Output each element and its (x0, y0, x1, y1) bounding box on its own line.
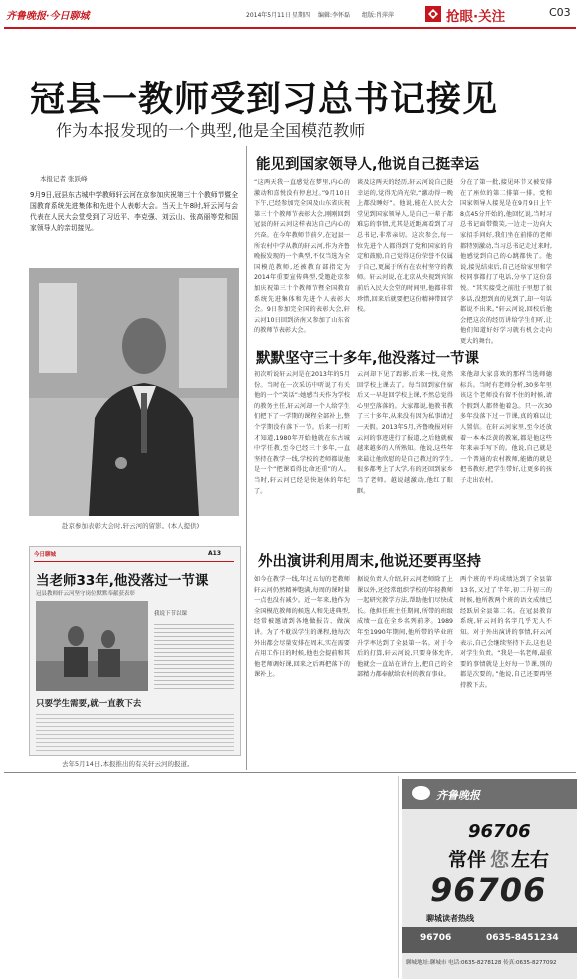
ad-logo-icon (412, 786, 430, 800)
section-2-col-3: 来他却大家喜欢的那样当选师德标兵。当时有老师分析,30多年里该这个老师没有留不住的时候,请个假到人都替他着急。只一次30多年没落下过一节课,真的难以让人置信。在轩云河家里,至今还放着一本本泛黄的教案,都是他这些年来亲手写下的。他说,自己就是一个普通的农村教师,能做的就是把书教好,把学生带好,让更多的孩子走出农村。 (460, 371, 552, 484)
header-designer: 组版:肖萍萍 (362, 12, 395, 19)
clipping-text-block (154, 621, 234, 691)
ad-footer-hotline: 96706 (420, 933, 452, 943)
clipping-image (29, 546, 241, 756)
headline: 冠县一教师受到习总书记接见 (30, 80, 499, 120)
section-3-col-2: 据说负责人介绍,轩云河老师除了上课以外,还经常组织学校的年轻教师一起研究教学方法,帮助他们尽快成长。他担任班主任期间,所带的班级成绩一直在全乡名列前茅。1989年至1990年期间,他所带的毕业班升学率达到了全县第一名。对于今后的打算,轩云河说,只要身体允许,他就会一直站在讲台上,把自己的全部精力都奉献给农村的教育事业。 (357, 576, 453, 679)
header-rule (4, 27, 576, 29)
clipping-caption-1: 我说下节以课 (154, 611, 188, 617)
section-1-heading: 能见到国家领导人,他说自己挺幸运 (256, 157, 480, 173)
clipping-photo (36, 601, 148, 691)
clipping-masthead: 今日聊城 (34, 552, 57, 558)
portrait-photo (29, 268, 239, 516)
byline: 本报记者 张跃峰 (40, 175, 88, 183)
ad-divider (398, 776, 399, 978)
header-date: 2014年5月11日 (246, 12, 291, 19)
bottom-rule (4, 772, 576, 773)
section-3-heading: 外出演讲利用周末,他说还要再坚持 (258, 554, 482, 570)
section-3-col-1: 如今在教学一线,年过五旬的老教师轩云河仍然精神饱满,每周的课时量一点也没有减少。近一年来,他作为全国模范教师的候选人和先进典型,经常被邀请到各地做报告、做演讲。为了不耽误学生的课程,他每次外出都会尽量安排在周末,实在需要占用工作日的时候,他也会提前和其他老师调好课,回来之后再把落下的课补上。 (254, 576, 350, 679)
ad-slogan-right: 左右 (511, 849, 550, 871)
ad-number: 96706 (468, 821, 531, 842)
clipping-body-lines (36, 711, 234, 751)
clipping-caption-2: 只要学生需要,就一直教下去 (36, 699, 142, 709)
page-header (0, 0, 580, 30)
header-weekday: 星期四 (292, 12, 311, 19)
section-title: 抢眼·关注 (446, 9, 506, 25)
section-icon (425, 6, 441, 22)
ad-brand: 齐鲁晚报 (436, 789, 480, 802)
masthead: 齐鲁晚报·今日聊城 (6, 11, 90, 22)
clipping-subline: 冠县教师轩云河坚守岗位默默奉献获表彰 (36, 591, 136, 597)
section-1-col-3: 分在了第一批,接见环节又被安排在了座位的第二排第一排。党和国家领导人接见是在9月9日上午8点45分开始的,他回忆说,当时习总书记面带微笑,一边走一边向大家招手问好,我们坐在前排的老师都特别激动,当习总书记走过来时,他感觉到自己的心跳都快了。他说,接见结束后,自己还给家里和学校同事都打了电话,分享了这份喜悦。“其实接受之前肚子里想了很多话,没想到真的见到了,却一句话都说不出来。”轩云河说,回校后他会把这次的经历讲给学生们听,让他们知道好好学习就有机会走向更大的舞台。 (460, 179, 552, 345)
page-number: C03 (549, 6, 571, 19)
clipping-caption: 去年5月14日,本报推出的有关轩云河的报道。 (62, 760, 194, 768)
section-2-col-1: 初次听说轩云河是在2013年的5月份。当时在一次采访中听说了有关他的一个“笑话”:她感当天作为学校的教务主任,轩云河却一个人给学生们把下了一学期的课程全部补上,整个学期没有落下一节。后来一打听才知道,1980年开始他就在东古城中学任教,至今已经三十多年,一直坚持在教学一线,学校的老师都说他是一个“把课看得比命还重”的人。当时,轩云河已经是快退休的年纪了。 (254, 371, 350, 495)
lead-paragraph: 9月9日,冠县东古城中学教师轩云河在京参加庆祝第三十个教师节暨全国教育系统先进集体和先进个人表彰大会。当天上午8时,轩云河与会代表在人民大会堂受到了习近平、李克强、刘云山、张高丽等党和国家领导人的亲切接见。 (30, 191, 238, 232)
advertisement (402, 779, 577, 979)
clipping-page: A13 (208, 550, 221, 557)
section-1-col-1: “这两天我一直感觉在梦里,内心的激动和喜悦没有停息过。”9月10日下午,已经参加完全国及山东省庆祝第三十个教师节表彰大会,刚刚回到冠县的轩云河这样表达自己内心的兴奋。在今年教师节前夕,在冠县一所农村中学从教的轩云河,作为齐鲁晚报发现的一个典型,不仅当选为全国模范教师,还被教育部指定为2014年重要宣传典型,受邀赴京参加庆祝第三十个教师节暨全国教育系统先进集体和先进个人表彰大会。9日参加完全国的表彰大会,轩云河10日回到济南又参加了山东省的教师节表彰大会。 (254, 179, 350, 335)
ad-contact: 聊城地址:聊城市 电话:0635-8278128 传真:0635-8277092 (406, 960, 557, 966)
ad-slogan-left: 常伴 (448, 849, 487, 871)
photo-caption: 赴京参加表彰大会时,轩云河的留影。(本人提供) (62, 522, 200, 530)
clipping-rule (34, 561, 234, 562)
section-2-heading: 默默坚守三十多年,他没落过一节课 (256, 351, 480, 367)
section-1-col-2: 谈及这两天的经历,轩云河说自己挺幸运的,觉得无尚光荣,“激动得一晚上都没睡好”。他说,能在人民大会堂见到国家领导人,是自己一辈子都难忘的事情,尤其是近距离看到了习总书记,非常亲切。这次参会,每一位先进个人都得到了党和国家的肯定和鼓励,自己觉得这份荣誉不仅属于自己,更属于所有在农村坚守的教师。轩云河说,在北京从央视到宾馆前后入民大会堂的时间里,他都非常珍惜,回来后就要把这份精神带回学校。 (357, 179, 453, 314)
column-divider (246, 146, 247, 770)
ad-footer-phone: 0635-8451234 (486, 933, 559, 943)
ad-footer-name: 聊城读者热线 (426, 914, 474, 923)
header-editor: 编辑:李怀磊 (318, 12, 351, 19)
ad-slogan-mid: 您 (490, 849, 510, 871)
ad-big-number: 96706 (430, 871, 547, 909)
section-3-col-3: 两个班的平均成绩达到了全县第13名,又过了半年,初二升初三的时候,他所教两个班的语文成绩已经跃居全县第二名。在冠县教育系统,轩云河的名字几乎无人不知。对于外出演讲的事情,轩云河表示,自己会继续坚持下去,这也是对学生负责。“我是一名老师,最重要的事情就是上好每一节课,别的都是次要的。”他说,自己还要再坚持教下去。 (460, 576, 552, 689)
clipping-headline: 当老师33年,他没落过一节课 (36, 573, 209, 589)
section-2-col-2: 云河却下见了踪影,后来一找,竟然回学校上课去了。每当回到家住宿后又一早赶回学校上课,不然总觉得心里空落落的。大家都说,他教书教了三十多年,从来没有因为私事请过一天假。2013年5月,齐鲁晚报对轩云河的事迹进行了报道,之后他就被越来越多的人所熟知。他说,这些年来最让他欣慰的是自己教过的学生,很多都考上了大学,有的还回到家乡当了老师。越说越激动,他红了眼眶。 (357, 371, 453, 495)
subheadline: 作为本报发现的一个典型,他是全国模范教师 (56, 121, 366, 140)
